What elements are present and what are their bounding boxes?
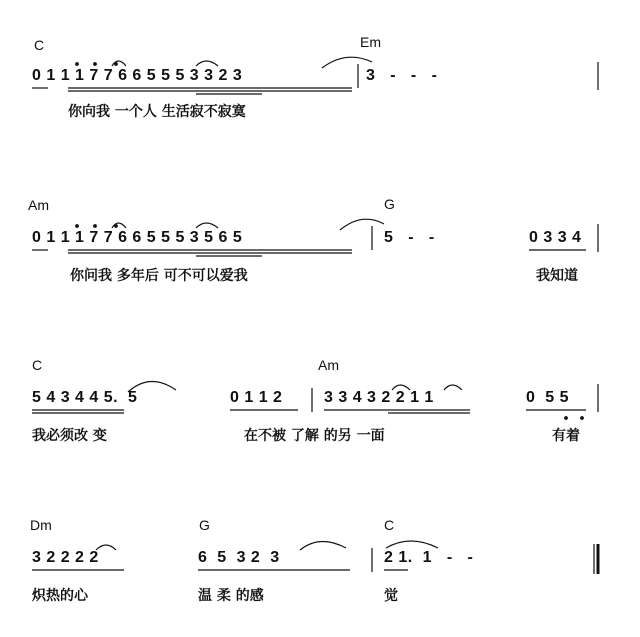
slur [112, 61, 126, 66]
slur [340, 219, 384, 230]
note-sequence: 5 4 3 4 4 5. 5 [32, 389, 138, 406]
lyric-line: 我知道 [536, 268, 578, 284]
slur [300, 541, 346, 550]
lyric-line: 我必须改 变 [32, 428, 107, 444]
octave-dot [76, 63, 79, 66]
octave-dot [115, 225, 118, 228]
chord-label: Am [318, 357, 339, 373]
lyric-line: 在不被 了解 的另 一面 [244, 428, 385, 444]
note-sequence: 5 - - [384, 229, 435, 246]
octave-dot [94, 63, 97, 66]
note-sequence: 3 3 4 3 2 2 1 1 [324, 389, 434, 406]
slur [128, 381, 176, 392]
lyric-line: 你向我 一个人 生活寂不寂寞 [68, 104, 246, 120]
slur [392, 385, 410, 390]
chord-label: G [384, 196, 395, 212]
note-sequence: 0 3 3 4 [529, 229, 582, 246]
note-sequence: 3 2 2 2 2 [32, 549, 99, 566]
octave-dot [76, 225, 79, 228]
lyric-line: 炽热的心 [32, 588, 88, 604]
lyric-line: 有着 [552, 428, 580, 444]
chord-label: G [199, 517, 210, 533]
note-sequence: 3 - - - [366, 67, 438, 84]
slur [112, 223, 126, 228]
note-sequence: 2 1. 1 - - [384, 549, 474, 566]
chord-label: Em [360, 34, 381, 50]
octave-dot [581, 417, 584, 420]
octave-dot [565, 417, 568, 420]
slur [444, 385, 462, 390]
octave-dot [94, 225, 97, 228]
slur [196, 223, 218, 228]
note-sequence: 6 5 3 2 3 [198, 549, 280, 566]
note-sequence: 0 1 1 1 7 7 6 6 5 5 5 3 5 6 5 [32, 229, 243, 246]
chord-label: C [32, 357, 43, 373]
note-sequence: 0 1 1 1 7 7 6 6 5 5 5 3 3 2 3 [32, 67, 243, 84]
chord-label: Dm [30, 517, 52, 533]
slur [386, 541, 438, 548]
slur [96, 545, 116, 550]
lyric-line: 你问我 多年后 可不可以爱我 [70, 268, 248, 284]
lyric-line: 觉 [384, 588, 398, 604]
chord-label: Am [28, 197, 49, 213]
slur [322, 57, 372, 68]
note-sequence: 0 1 1 2 [230, 389, 283, 406]
chord-label: C [34, 37, 45, 53]
slur [196, 61, 218, 66]
octave-dot [115, 63, 118, 66]
note-sequence: 0 5 5 [526, 389, 570, 406]
chord-label: C [384, 517, 395, 533]
lyric-line: 温 柔 的感 [198, 588, 264, 604]
